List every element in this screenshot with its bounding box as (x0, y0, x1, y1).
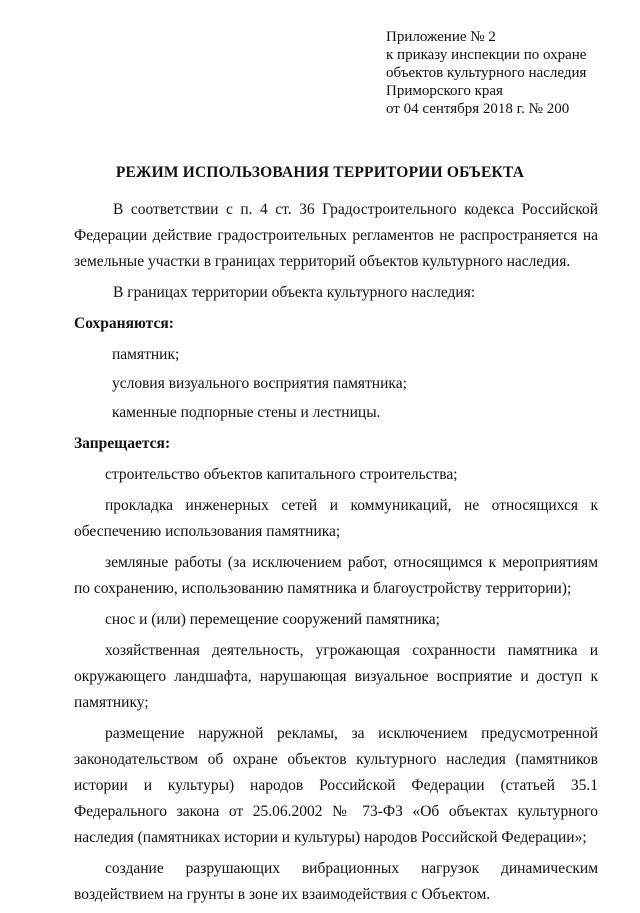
appendix-line: объектов культурного наследия (386, 65, 587, 81)
prohibited-heading: Запрещается: (74, 435, 171, 452)
prohibited-item: земляные работы (за исключением работ, относящимся к мероприятиям по сохранению, использованию памятника и благоустройству территории); (74, 554, 598, 597)
intro-paragraph: В границах территории объекта культурного наследия: (113, 284, 476, 301)
intro-paragraph: В соответствии с п. 4 ст. 36 Градостроительного кодекса Российской Федерации действие градостроительных регламентов не распространяется на земельные участки в границах территорий объектов культурного наследия. (74, 201, 598, 270)
prohibited-item: снос и (или) перемещение сооружений памятника; (105, 611, 440, 628)
prohibited-item: прокладка инженерных сетей и коммуникаций, не относящихся к обеспечению использования памятника; (74, 497, 598, 540)
prohibited-item: хозяйственная деятельность, угрожающая сохранности памятника и окружающего ландшафта, нарушающая визуальное восприятие и доступ к памятнику; (74, 642, 598, 711)
prohibited-item: создание разрушающих вибрационных нагрузок динамическим воздействием на грунты в зоне их взаимодействия с Объектом. (74, 860, 598, 903)
document-title: РЕЖИМ ИСПОЛЬЗОВАНИЯ ТЕРРИТОРИИ ОБЪЕКТА (115, 164, 525, 181)
preserved-item: каменные подпорные стены и лестницы. (112, 404, 381, 421)
preserved-item: условия визуального восприятия памятника; (112, 375, 407, 392)
preserved-item: памятник; (112, 346, 180, 363)
appendix-line: Приложение № 2 (386, 29, 496, 45)
preserved-heading: Сохраняются: (74, 315, 174, 332)
appendix-line: Приморского края (386, 83, 503, 99)
appendix-line: от 04 сентября 2018 г. № 200 (386, 101, 570, 117)
appendix-line: к приказу инспекции по охране (386, 47, 587, 63)
prohibited-item: размещение наружной рекламы, за исключением предусмотренной законодательством об охране объектов культурного наследия (памятников истории и культуры) народов Российской Федерации (статьей 35.1 Федерального закона от 25.06.2002 № 73-ФЗ «Об объектах культурного наследия (памятниках истории и культуры) народов Российской Федерации»; (74, 725, 598, 846)
appendix-header (386, 28, 626, 118)
prohibited-item: строительство объектов капитального строительства; (105, 466, 458, 483)
document-body (74, 197, 598, 913)
